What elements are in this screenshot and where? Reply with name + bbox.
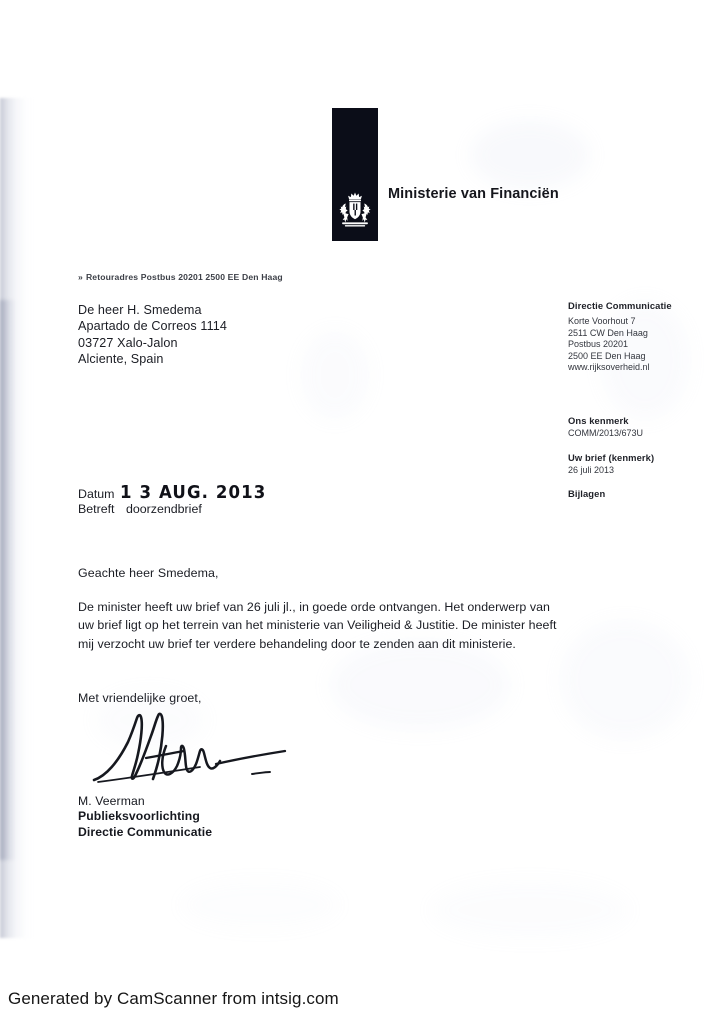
date-stamp: 1 3 AUG. 2013 <box>120 482 267 503</box>
date-row <box>78 487 126 501</box>
camscanner-footer: Generated by CamScanner from intsig.com <box>8 989 339 1008</box>
addressee-country: Alciente, Spain <box>78 352 164 367</box>
salutation: Geachte heer Smedema, <box>78 566 219 580</box>
our-reference-label: Ons kenmerk <box>568 415 629 426</box>
your-letter-label: Uw brief (kenmerk) <box>568 451 655 463</box>
closing-line: Met vriendelijke groet, <box>78 691 202 705</box>
dept-postbus-city: 2500 EE Den Haag <box>568 350 646 361</box>
signer-role: Publieksvoorlichting <box>78 809 200 824</box>
date-label: Datum <box>78 487 115 501</box>
addressee-street: Apartado de Correos 1114 <box>78 319 227 334</box>
return-address-text: Retouradres Postbus 20201 2500 EE Den Haag <box>85 272 283 282</box>
our-reference-value: COMM/2013/673U <box>568 428 644 438</box>
body-paragraph: De minister heeft uw brief van 26 juli jl., in goede orde ontvangen. Het onderwerp van uw brief ligt op het terrein van het ministerie van Veiligheid & Justitie. De minister heeft mij verzocht uw brief ter verdere behandeling door te zenden aan dit ministerie. <box>78 600 557 651</box>
department-address <box>568 316 718 374</box>
dept-website[interactable]: www.rijksoverheid.nl <box>568 362 650 373</box>
ministry-logo-bar <box>332 108 378 241</box>
handwritten-signature <box>88 706 298 792</box>
signer-name: M. Veerman <box>78 794 145 808</box>
dept-postbus: Postbus 20201 <box>568 339 629 350</box>
dutch-coat-of-arms-icon <box>332 187 378 233</box>
reference-info-block <box>568 415 718 499</box>
scan-edge-shadow-inner <box>0 300 16 860</box>
addressee-name: De heer H. Smedema <box>78 303 202 317</box>
addressee-city: 03727 Xalo-Jalon <box>78 335 178 350</box>
attachments-label: Bijlagen <box>568 488 606 500</box>
subject-label: Betreft <box>78 502 115 516</box>
subject-row <box>78 502 202 516</box>
dept-street: Korte Voorhout 7 <box>568 316 636 326</box>
ministry-name: Ministerie van Financiën <box>388 186 559 202</box>
your-letter-value: 26 juli 2013 <box>568 464 615 475</box>
return-arrow-icon: » <box>78 272 83 282</box>
return-address-line <box>78 272 283 282</box>
subject-value: doorzendbrief <box>126 502 202 516</box>
dept-postcode: 2511 CW Den Haag <box>568 327 648 338</box>
signer-department: Directie Communicatie <box>78 824 213 839</box>
department-info-block <box>568 300 718 374</box>
department-heading: Directie Communicatie <box>568 300 672 311</box>
signature-block <box>78 794 212 840</box>
addressee-block <box>78 302 227 368</box>
